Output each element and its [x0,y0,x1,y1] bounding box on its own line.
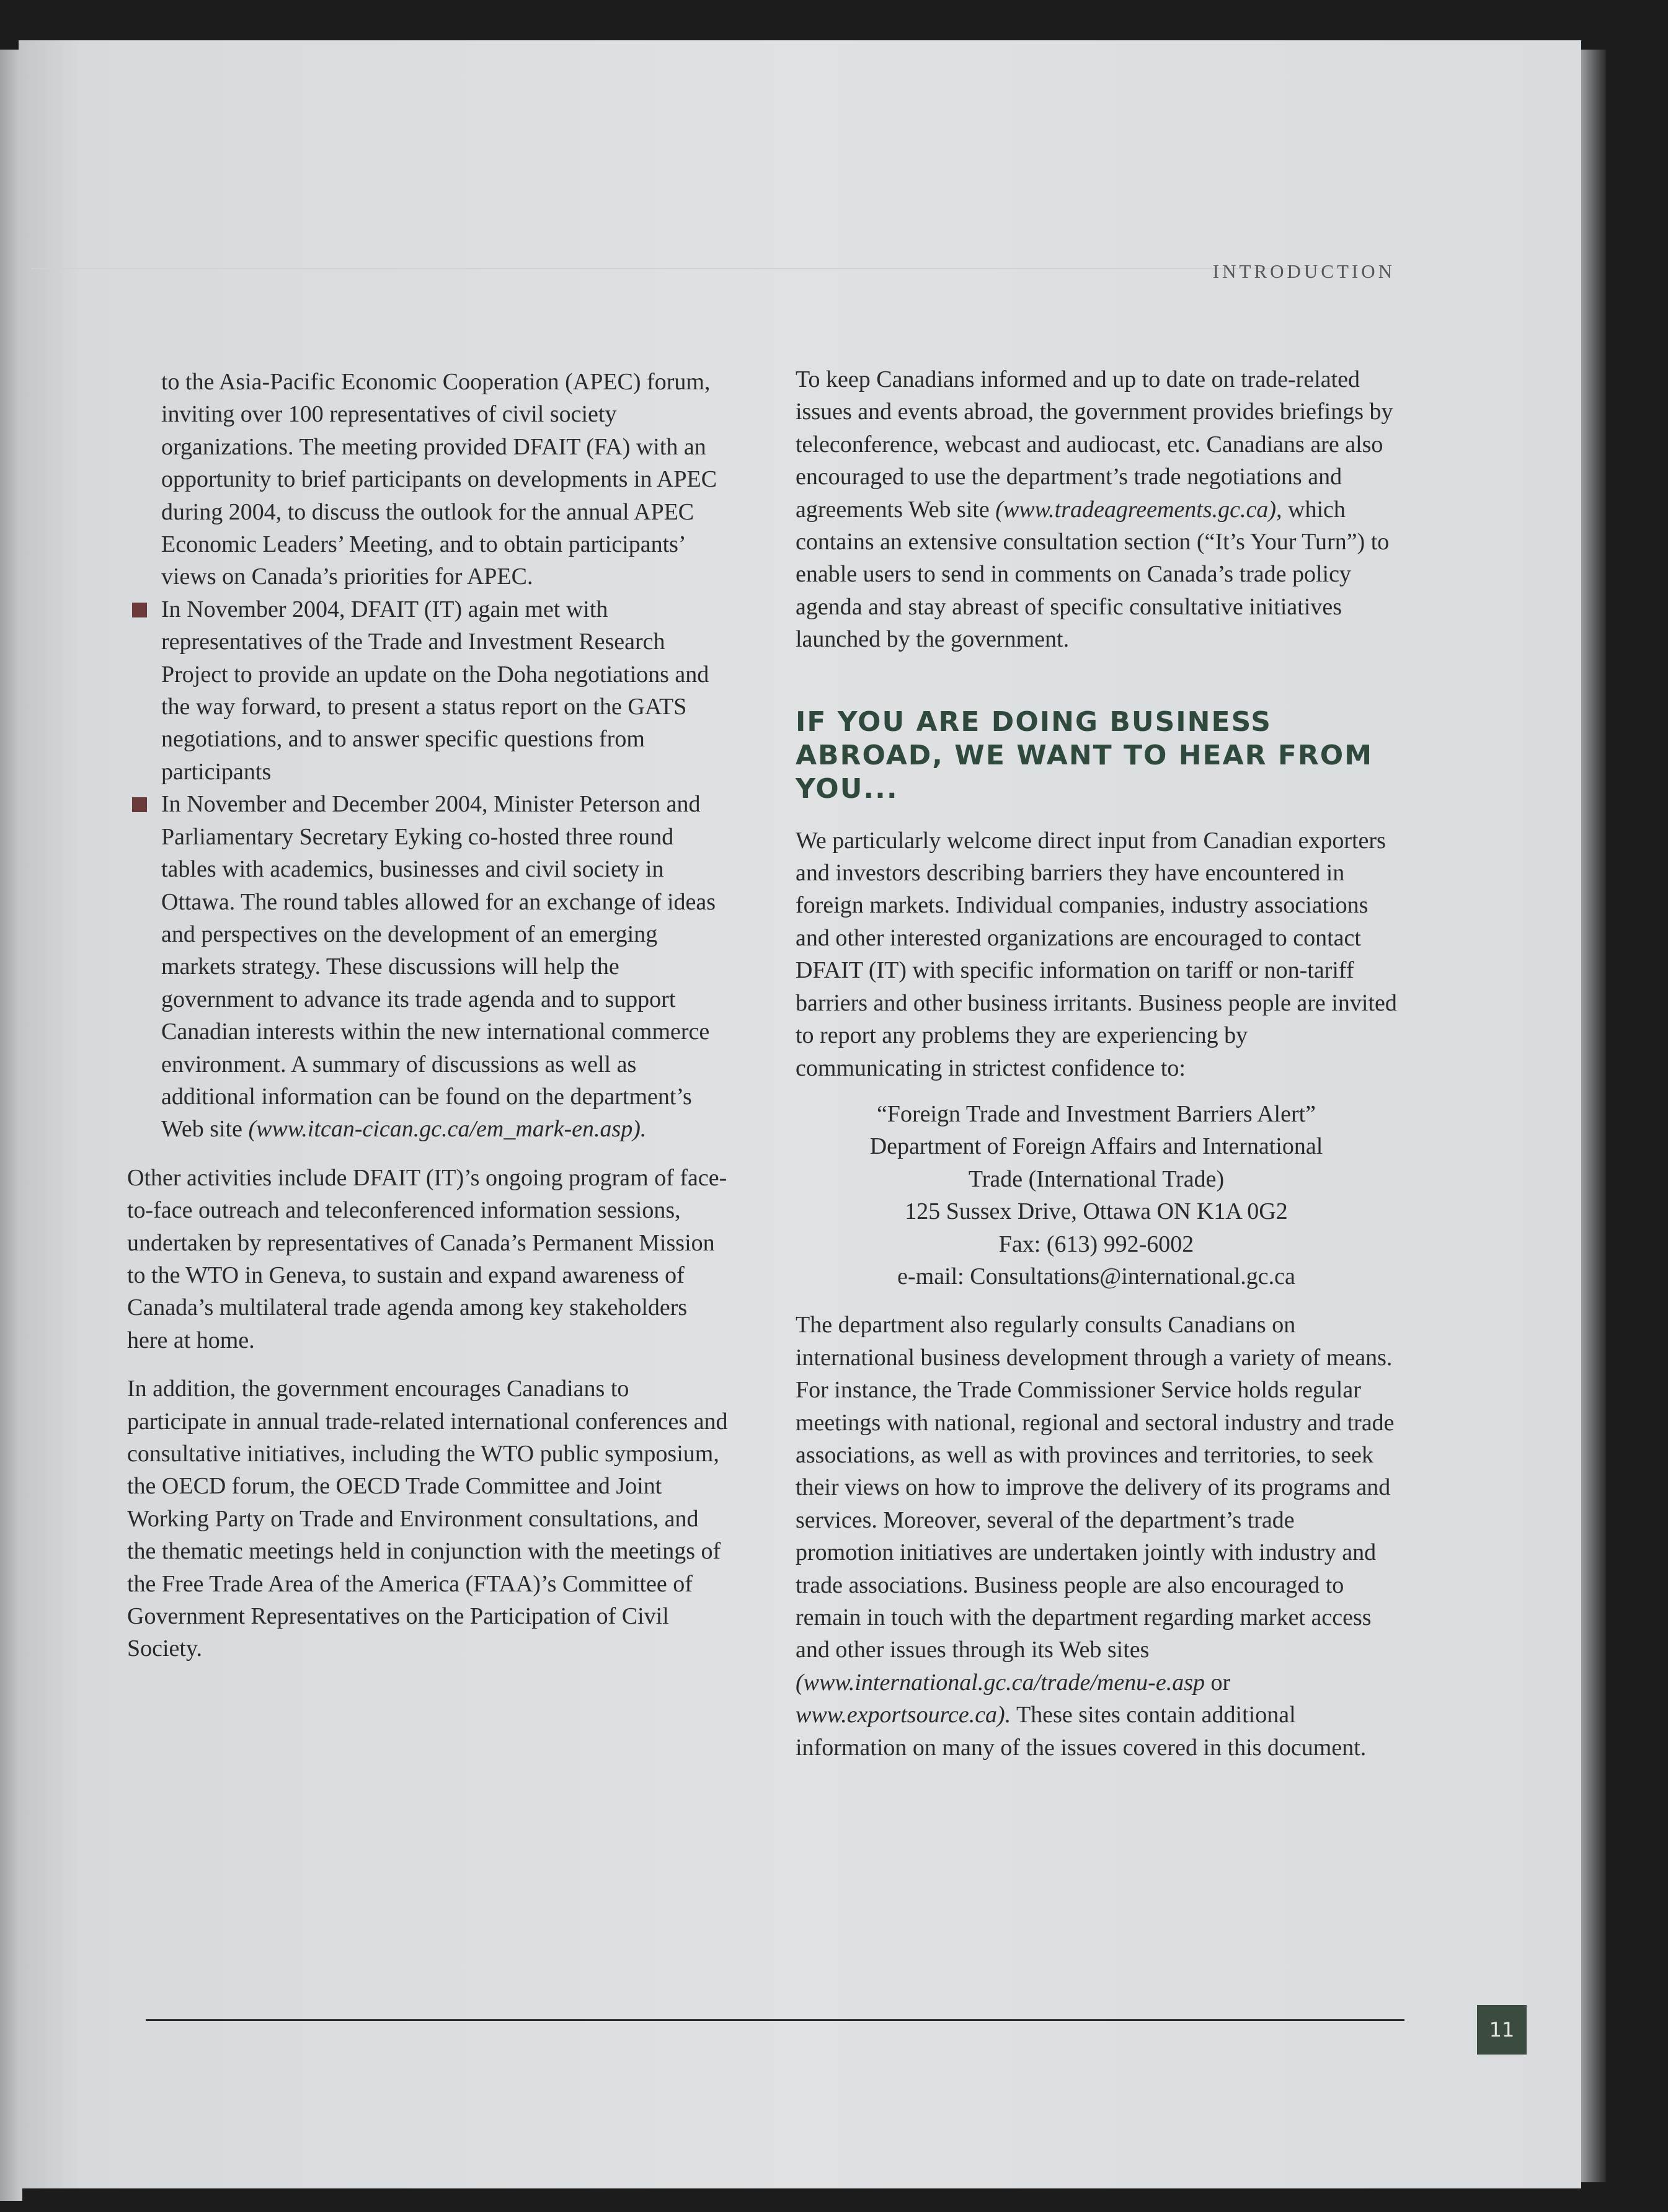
section-heading: IF YOU ARE DOING BUSINESS ABROAD, WE WANT TO HEAR FROM YOU... [796,706,1373,805]
page-number: 11 [1477,2005,1527,2055]
bullet-text: In November and December 2004, Minister Peterson and Parliamentary Secretary Eyking co-hosted three round tables with academics, businesses and civil society in Ottawa. The round tables allowed for an exchange of ideas and perspectives on the development of an emerging markets strategy. These discussions will help the government to advance its trade agenda and to support Canadian interests within the new international commerce environment. A summary of discussions as well as additional information can be found on the department’s Web site [161,791,716,1143]
paragraph-in-addition: In addition, the government encourages Canadians to participate in annual trade-related international conferences and consultative initiatives, including the WTO public symposium, the OECD forum, the OECD Trade Committee and Joint Working Party on Trade and Environment consultations, and the thematic meetings held in conjunction with the meetings of the Free Trade Area of the America (FTAA)’s Committee of Government Representatives on the Participation of Civil Society. [127,1376,728,1662]
web-link[interactable]: (www.international.gc.ca/trade/menu-e.asp [796,1669,1205,1696]
web-link[interactable]: (www.itcan-cican.gc.ca/em_mark-en.asp). [248,1116,647,1143]
paragraph-text: or [1210,1669,1231,1696]
running-head: INTRODUCTION [1212,260,1395,282]
address-line: Department of Foreign Affairs and International [869,1133,1323,1160]
paragraph-regular-consults [796,1309,1397,1764]
paragraph-keep-informed [796,363,1397,656]
paragraph-text: The department also regularly consults Canadians on international business development through a variety of means. For instance, the Trade Commissioner Service holds regular meetings with national, regional and sectoral industry and trade associations, as well as with provinces and territories, to seek their views on how to improve the delivery of its programs and services. Moreover, several of the department’s trade promotion initiatives are undertaken jointly with industry and trade associations. Business people are also encouraged to remain in touch with the department regarding market access and other issues through its Web sites [796,1312,1395,1663]
address-line: Trade (International Trade) [968,1166,1225,1192]
address-line: “Foreign Trade and Investment Barriers Alert” [876,1100,1316,1127]
paragraph-text: which contains an extensive consultation section (“It’s Your Turn”) to enable users to send in comments on Canada’s trade policy agenda and stay abreast of specific consultative initiatives launched by the government. [796,496,1390,653]
paragraph-text: These sites contain additional information on many of the issues covered in this document. [796,1702,1367,1761]
bullet-text: In November 2004, DFAIT (IT) again met with representatives of the Trade and Investment Research Project to provide an update on the Doha negotiations and the way forward, to present a status report on the GATS negotiations, and to answer specific questions from participants [161,596,709,785]
fax-number: Fax: (613) 992-6002 [998,1231,1194,1257]
bullet-item-round-tables [127,788,729,1145]
left-column [127,366,729,1665]
page-edge-shadow [1581,50,1606,2182]
web-link[interactable]: (www.tradeagreements.gc.ca), [995,496,1282,523]
paragraph-other-activities: Other activities include DFAIT (IT)’s ongoing program of face-to-face outreach and teleconferenced information sessions, undertaken by representatives of Canada’s Permanent Mission to the WTO in Geneva, to sustain and expand awareness of Canada’s multilateral trade agenda among key stakeholders here at home. [127,1164,727,1353]
address-line: 125 Sussex Drive, Ottawa ON K1A 0G2 [905,1198,1288,1225]
right-column [796,363,1397,1764]
square-bullet-icon [132,797,147,812]
contact-address [796,1098,1397,1293]
web-link[interactable]: www.exportsource.ca). [796,1702,1011,1728]
paragraph-direct-input: We particularly welcome direct input from Canadian exporters and investors describing barriers they have encountered in foreign markets. Individual companies, industry associations and other interested organizations are encouraged to contact DFAIT (IT) with specific information on tariff or non-tariff barriers and other business irritants. Business people are invited to report any problems they are experiencing by communicating in strictest confidence to: [796,827,1397,1081]
square-bullet-icon [132,603,147,617]
paragraph-apec: to the Asia-Pacific Economic Cooperation (APEC) forum, inviting over 100 representatives of civil society organizations. The meeting provided DFAIT (FA) with an opportunity to brief participants on developments in APEC during 2004, to discuss the outlook for the annual APEC Economic Leaders’ Meeting, and to obtain participants’ views on Canada’s priorities for APEC. [161,369,717,590]
footer-rule [146,2019,1404,2021]
email-address[interactable]: e-mail: Consultations@international.gc.ca [897,1263,1295,1290]
paragraph-text: To keep Canadians informed and up to date on trade-related issues and events abroad, the government provides briefings by teleconference, webcast and audiocast, etc. Canadians are also encouraged to use the department’s trade negotiations and agreements Web site [796,366,1393,523]
bullet-item-trade-research [127,593,729,788]
header-rule [31,268,1358,269]
